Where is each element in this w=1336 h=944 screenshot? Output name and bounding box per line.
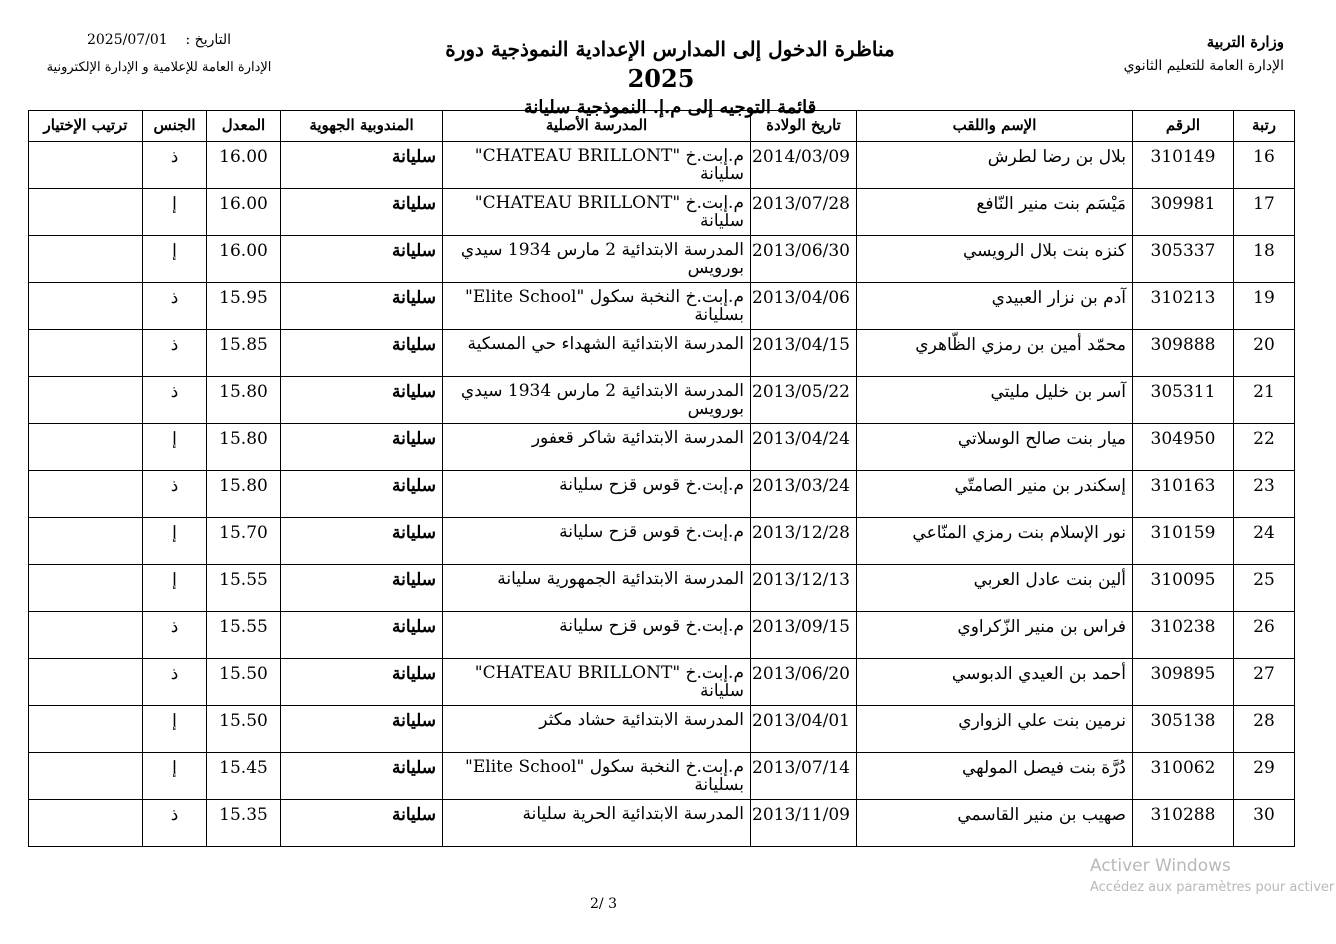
cell-num: 310159 <box>1133 518 1234 565</box>
cell-avg: 16.00 <box>207 236 281 283</box>
cell-gender: ذ <box>143 330 207 377</box>
cell-avg: 15.85 <box>207 330 281 377</box>
table-row <box>29 424 1295 471</box>
cell-gender: ذ <box>143 471 207 518</box>
table-row <box>29 753 1295 800</box>
cell-num: 310149 <box>1133 142 1234 189</box>
cell-name: كنزه بنت بلال الرويسي <box>857 236 1133 283</box>
cell-choice <box>29 377 143 424</box>
cell-school: المدرسة الابتدائية 2 مارس 1934 سيدي بورويس <box>443 236 751 283</box>
cell-num: 310095 <box>1133 565 1234 612</box>
cell-gender: ذ <box>143 283 207 330</box>
info-dept: الإدارة العامة للإعلامية و الإدارة الإلكترونية <box>46 60 272 75</box>
cell-region: سليانة <box>281 706 443 753</box>
cell-region: سليانة <box>281 800 443 847</box>
cell-name: آسر بن خليل مليتي <box>857 377 1133 424</box>
cell-name: محمّد أمين بن رمزي الظّاهري <box>857 330 1133 377</box>
cell-avg: 16.00 <box>207 189 281 236</box>
activation-watermark <box>1090 856 1334 895</box>
cell-region: سليانة <box>281 612 443 659</box>
cell-rank: 22 <box>1234 424 1295 471</box>
table-row <box>29 471 1295 518</box>
header-average: المعدل <box>207 111 281 142</box>
cell-choice <box>29 565 143 612</box>
header-region: المندوبية الجهوية <box>281 111 443 142</box>
cell-choice <box>29 283 143 330</box>
cell-choice <box>29 471 143 518</box>
header-rank: رتبة <box>1234 111 1295 142</box>
cell-school: المدرسة الابتدائية الحرية سليانة <box>443 800 751 847</box>
cell-school: م.إبت.خ قوس قزح سليانة <box>443 518 751 565</box>
cell-rank: 26 <box>1234 612 1295 659</box>
cell-avg: 15.50 <box>207 659 281 706</box>
cell-region: سليانة <box>281 377 443 424</box>
cell-avg: 15.80 <box>207 471 281 518</box>
title-text: مناظرة الدخول إلى المدارس الإعدادية النموذجية دورة <box>445 37 895 61</box>
cell-choice <box>29 330 143 377</box>
cell-avg: 15.55 <box>207 612 281 659</box>
cell-name: إسكندر بن منير الصامتّي <box>857 471 1133 518</box>
cell-num: 304950 <box>1133 424 1234 471</box>
cell-school: م.إبت.خ قوس قزح سليانة <box>443 471 751 518</box>
ministry-header <box>1124 30 1284 78</box>
date-value: 2025/07/01 <box>86 32 168 48</box>
cell-rank: 27 <box>1234 659 1295 706</box>
cell-gender: إ <box>143 753 207 800</box>
table-row <box>29 518 1295 565</box>
table-body <box>29 142 1295 847</box>
cell-school: م.إبت.خ النخبة سكول "Elite School" بسليانة <box>443 283 751 330</box>
cell-choice <box>29 612 143 659</box>
table-row <box>29 189 1295 236</box>
table-row <box>29 565 1295 612</box>
cell-region: سليانة <box>281 753 443 800</box>
cell-num: 305337 <box>1133 236 1234 283</box>
cell-rank: 24 <box>1234 518 1295 565</box>
cell-school: م.إبت.خ النخبة سكول "Elite School" بسليانة <box>443 753 751 800</box>
cell-num: 310288 <box>1133 800 1234 847</box>
cell-dob: 2013/11/09 <box>751 800 857 847</box>
cell-avg: 15.35 <box>207 800 281 847</box>
cell-avg: 15.80 <box>207 424 281 471</box>
title-year: 2025 <box>627 64 695 93</box>
watermark-title: Activer Windows <box>1090 856 1231 876</box>
results-table <box>28 110 1295 847</box>
header-choice: ترتيب الإختيار <box>29 111 143 142</box>
directorate-name: الإدارة العامة للتعليم الثانوي <box>1123 58 1284 74</box>
cell-rank: 29 <box>1234 753 1295 800</box>
cell-school: م.إبت.خ "CHATEAU BRILLONT" سليانة <box>443 659 751 706</box>
cell-name: ميار بنت صالح الوسلاتي <box>857 424 1133 471</box>
cell-region: سليانة <box>281 283 443 330</box>
cell-dob: 2013/04/15 <box>751 330 857 377</box>
table-row <box>29 283 1295 330</box>
cell-region: سليانة <box>281 471 443 518</box>
cell-gender: إ <box>143 189 207 236</box>
table-row <box>29 330 1295 377</box>
cell-school: م.إبت.خ "CHATEAU BRILLONT" سليانة <box>443 142 751 189</box>
cell-rank: 30 <box>1234 800 1295 847</box>
cell-school: المدرسة الابتدائية شاكر قعفور <box>443 424 751 471</box>
table-row <box>29 377 1295 424</box>
cell-num: 309981 <box>1133 189 1234 236</box>
cell-avg: 15.50 <box>207 706 281 753</box>
cell-region: سليانة <box>281 189 443 236</box>
cell-gender: ذ <box>143 800 207 847</box>
cell-avg: 15.55 <box>207 565 281 612</box>
cell-name: صهيب بن منير القاسمي <box>857 800 1133 847</box>
cell-choice <box>29 518 143 565</box>
date-label: التاريخ : <box>185 32 232 48</box>
cell-rank: 16 <box>1234 142 1295 189</box>
header-gender: الجنس <box>143 111 207 142</box>
cell-school: المدرسة الابتدائية حشاد مكثر <box>443 706 751 753</box>
cell-gender: ذ <box>143 612 207 659</box>
cell-dob: 2013/07/28 <box>751 189 857 236</box>
cell-choice <box>29 189 143 236</box>
cell-dob: 2014/03/09 <box>751 142 857 189</box>
cell-avg: 15.95 <box>207 283 281 330</box>
cell-name: فراس بن منير الزّكراوي <box>857 612 1133 659</box>
table-header-row <box>29 111 1295 142</box>
cell-dob: 2013/09/15 <box>751 612 857 659</box>
cell-name: آدم بن نزار العبيدي <box>857 283 1133 330</box>
table-row <box>29 706 1295 753</box>
table-row <box>29 800 1295 847</box>
cell-choice <box>29 236 143 283</box>
cell-dob: 2013/12/13 <box>751 565 857 612</box>
cell-choice <box>29 424 143 471</box>
cell-school: المدرسة الابتدائية 2 مارس 1934 سيدي بورويس <box>443 377 751 424</box>
date-header <box>44 26 274 82</box>
cell-region: سليانة <box>281 236 443 283</box>
subtitle: قائمة التوجيه إلى م.إ. النموذجية سليانة <box>523 97 817 118</box>
cell-school: المدرسة الابتدائية الشهداء حي المسكية <box>443 330 751 377</box>
cell-num: 309888 <box>1133 330 1234 377</box>
cell-avg: 16.00 <box>207 142 281 189</box>
cell-school: م.إبت.خ قوس قزح سليانة <box>443 612 751 659</box>
cell-choice <box>29 800 143 847</box>
cell-rank: 23 <box>1234 471 1295 518</box>
cell-gender: ذ <box>143 142 207 189</box>
cell-name: نور الإسلام بنت رمزي المنّاعي <box>857 518 1133 565</box>
cell-name: بلال بن رضا لطرش <box>857 142 1133 189</box>
cell-dob: 2013/06/20 <box>751 659 857 706</box>
cell-gender: إ <box>143 518 207 565</box>
cell-name: نرمين بنت علي الزواري <box>857 706 1133 753</box>
cell-num: 305138 <box>1133 706 1234 753</box>
document-title <box>420 34 920 121</box>
cell-gender: إ <box>143 236 207 283</box>
header-name: الإسم واللقب <box>857 111 1133 142</box>
cell-choice <box>29 659 143 706</box>
title-line <box>420 34 920 95</box>
date-line <box>44 26 274 54</box>
ministry-name: وزارة التربية <box>1206 33 1284 51</box>
cell-region: سليانة <box>281 330 443 377</box>
header-school: المدرسة الأصلية <box>443 111 751 142</box>
cell-dob: 2013/12/28 <box>751 518 857 565</box>
table-row <box>29 236 1295 283</box>
cell-region: سليانة <box>281 659 443 706</box>
cell-gender: ذ <box>143 377 207 424</box>
cell-avg: 15.80 <box>207 377 281 424</box>
cell-region: سليانة <box>281 424 443 471</box>
cell-name: دُرَّة بنت فيصل المولهي <box>857 753 1133 800</box>
cell-region: سليانة <box>281 565 443 612</box>
cell-rank: 17 <box>1234 189 1295 236</box>
cell-gender: إ <box>143 565 207 612</box>
cell-num: 310238 <box>1133 612 1234 659</box>
cell-num: 309895 <box>1133 659 1234 706</box>
cell-rank: 21 <box>1234 377 1295 424</box>
cell-name: أحمد بن العيدي الدبوسي <box>857 659 1133 706</box>
cell-dob: 2013/06/30 <box>751 236 857 283</box>
cell-gender: إ <box>143 424 207 471</box>
cell-rank: 28 <box>1234 706 1295 753</box>
cell-school: م.إبت.خ "CHATEAU BRILLONT" سليانة <box>443 189 751 236</box>
cell-name: مَيْسَم بنت منير النّافع <box>857 189 1133 236</box>
cell-region: سليانة <box>281 142 443 189</box>
cell-num: 305311 <box>1133 377 1234 424</box>
cell-avg: 15.45 <box>207 753 281 800</box>
cell-choice <box>29 142 143 189</box>
table-row <box>29 142 1295 189</box>
cell-dob: 2013/04/24 <box>751 424 857 471</box>
cell-dob: 2013/05/22 <box>751 377 857 424</box>
cell-num: 310213 <box>1133 283 1234 330</box>
header-number: الرقم <box>1133 111 1234 142</box>
cell-dob: 2013/04/06 <box>751 283 857 330</box>
cell-avg: 15.70 <box>207 518 281 565</box>
cell-num: 310163 <box>1133 471 1234 518</box>
table-row <box>29 659 1295 706</box>
page-number: 2/ 3 <box>590 896 617 912</box>
cell-choice <box>29 753 143 800</box>
cell-num: 310062 <box>1133 753 1234 800</box>
header-dob: تاريخ الولادة <box>751 111 857 142</box>
cell-region: سليانة <box>281 518 443 565</box>
watermark-subtitle: Accédez aux paramètres pour activer <box>1090 880 1335 895</box>
cell-name: ألين بنت عادل العربي <box>857 565 1133 612</box>
cell-rank: 20 <box>1234 330 1295 377</box>
cell-dob: 2013/04/01 <box>751 706 857 753</box>
cell-gender: ذ <box>143 659 207 706</box>
cell-school: المدرسة الابتدائية الجمهورية سليانة <box>443 565 751 612</box>
cell-gender: إ <box>143 706 207 753</box>
cell-dob: 2013/07/14 <box>751 753 857 800</box>
table-row <box>29 612 1295 659</box>
cell-rank: 25 <box>1234 565 1295 612</box>
cell-rank: 18 <box>1234 236 1295 283</box>
cell-dob: 2013/03/24 <box>751 471 857 518</box>
cell-choice <box>29 706 143 753</box>
cell-rank: 19 <box>1234 283 1295 330</box>
